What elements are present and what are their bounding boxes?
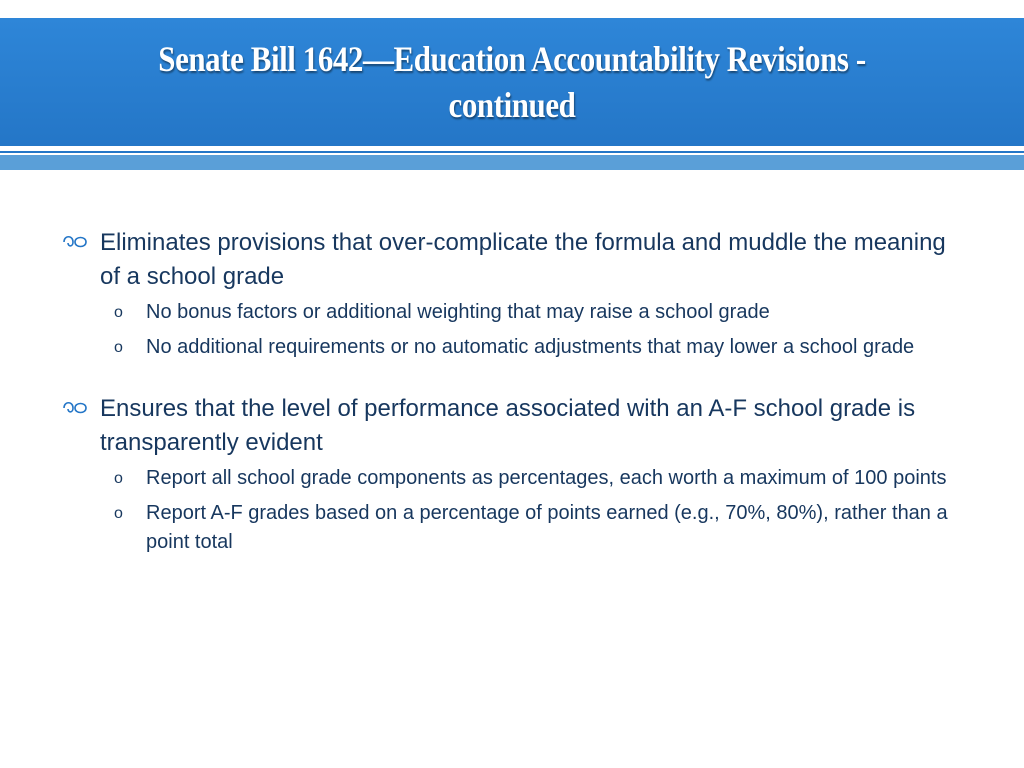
title-divider — [0, 151, 1024, 153]
bullet-text: Ensures that the level of performance associated with an A-F school grade is transparently evident — [100, 395, 916, 456]
sub-bullet-text: No bonus factors or additional weighting that may raise a school grade — [146, 301, 770, 323]
sub-bullet-marker: o — [114, 470, 123, 487]
sub-bullet-marker: o — [114, 304, 123, 321]
sub-bullet-list — [100, 298, 962, 362]
sub-bullet-list — [100, 464, 962, 557]
sub-bullet-item — [100, 499, 962, 557]
sub-bullet-text: Report A-F grades based on a percentage of points earned (e.g., 70%, 80%), rather than a point total — [146, 502, 948, 553]
curl-bullet-icon — [62, 233, 88, 251]
sub-bullet-item — [100, 333, 962, 362]
sub-bullet-marker: o — [114, 505, 123, 522]
bullet-text: Eliminates provisions that over-complicate the formula and muddle the meaning of a school grade — [100, 229, 946, 290]
sub-bullet-item — [100, 464, 962, 493]
bullet-item — [62, 226, 962, 362]
title-band — [0, 18, 1024, 146]
sub-bullet-text: Report all school grade components as percentages, each worth a maximum of 100 points — [146, 467, 947, 489]
slide-title: Senate Bill 1642—Education Accountability Revisions - continued — [158, 39, 866, 125]
accent-stripe — [0, 155, 1024, 170]
bullet-item — [62, 392, 962, 557]
curl-bullet-icon — [62, 399, 88, 417]
sub-bullet-text: No additional requirements or no automatic adjustments that may lower a school grade — [146, 336, 915, 358]
slide-body — [62, 226, 962, 563]
sub-bullet-marker: o — [114, 339, 123, 356]
sub-bullet-item — [100, 298, 962, 327]
